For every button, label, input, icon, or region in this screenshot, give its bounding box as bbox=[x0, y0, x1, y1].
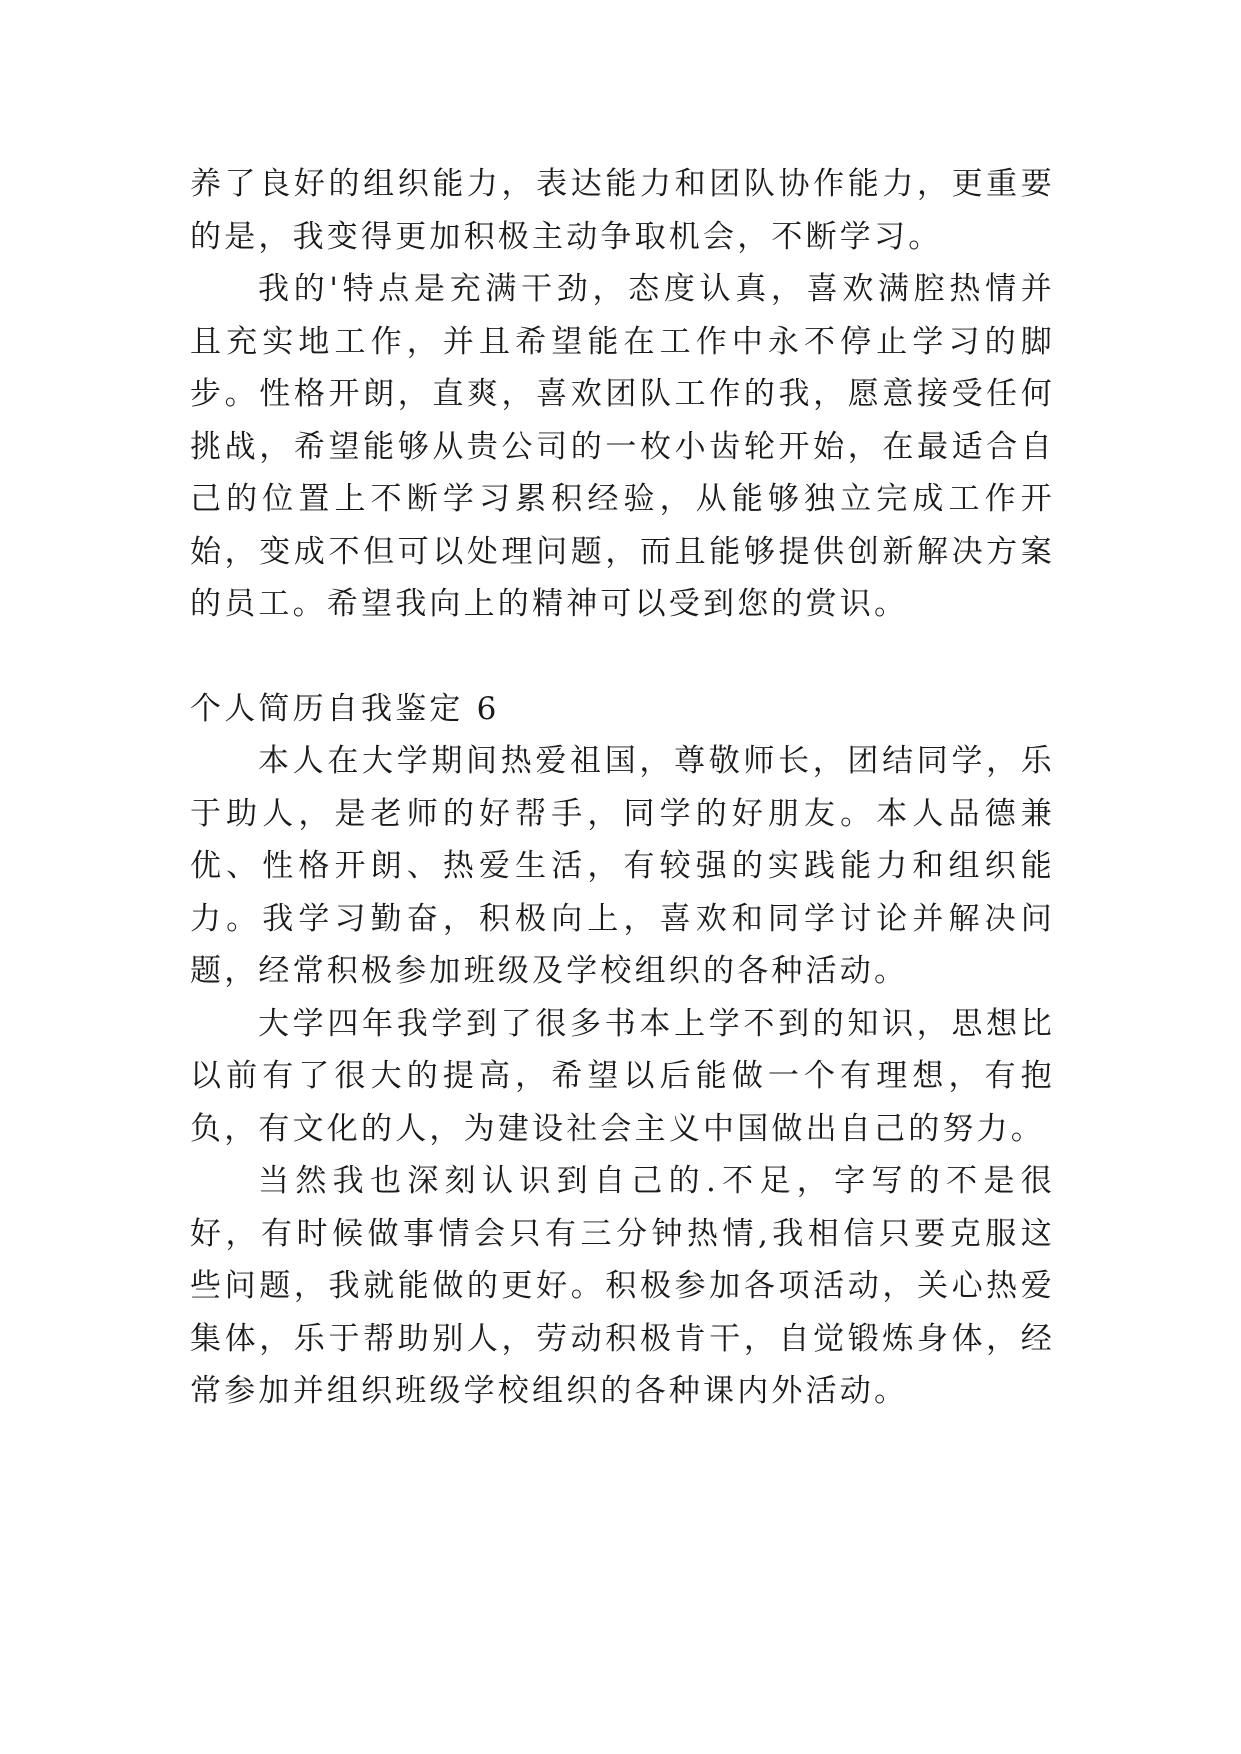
document-body bbox=[190, 158, 1055, 1418]
paragraph-traits: 我的'特点是充满干劲，态度认真，喜欢满腔热情并且充实地工作，并且希望能在工作中永不停止学习的脚步。性格开朗，直爽，喜欢团队工作的我，愿意接受任何挑战，希望能够从贵公司的一枚小齿轮开始，在最适合自己的位置上不断学习累积经验，从能够独立完成工作开始，变成不但可以处理问题，而且能够提供创新解决方案的员工。希望我向上的精神可以受到您的赏识。 bbox=[190, 271, 1055, 622]
paragraph-continued: 养了良好的组织能力，表达能力和团队协作能力，更重要的是，我变得更加积极主动争取机会，不断学习。 bbox=[190, 166, 1055, 255]
paragraph-shortcomings: 当然我也深刻认识到自己的.不足，字写的不是很好，有时候做事情会只有三分钟热情,我相信只要克服这些问题，我就能做的更好。积极参加各项活动，关心热爱集体，乐于帮助别人，劳动积极肯干，自觉锻炼身体，经常参加并组织班级学校组织的各种课内外活动。 bbox=[190, 1163, 1055, 1409]
paragraph-university: 本人在大学期间热爱祖国，尊敬师长，团结同学，乐于助人，是老师的好帮手，同学的好朋友。本人品德兼优、性格开朗、热爱生活，有较强的实践能力和组织能力。我学习勤奋，积极向上，喜欢和同学讨论并解决问题，经常积极参加班级及学校组织的各种活动。 bbox=[190, 743, 1055, 989]
paragraph-four-years: 大学四年我学到了很多书本上学不到的知识，思想比以前有了很大的提高，希望以后能做一个有理想，有抱负，有文化的人，为建设社会主义中国做出自己的努力。 bbox=[190, 1005, 1055, 1147]
section-heading: 个人简历自我鉴定 6 bbox=[190, 690, 500, 727]
